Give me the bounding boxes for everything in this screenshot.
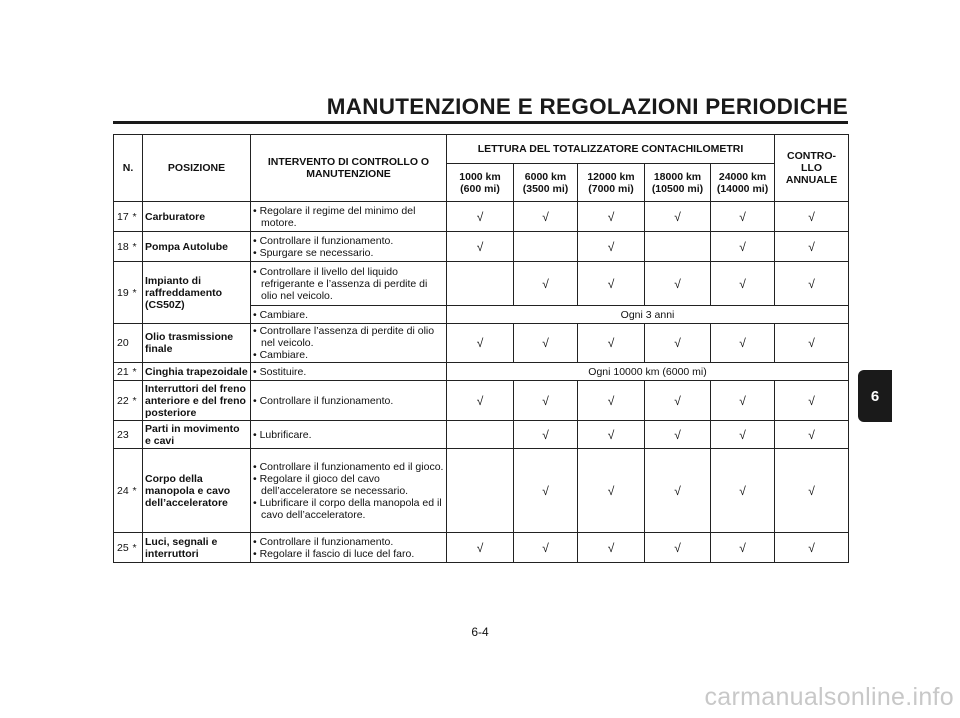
check-mark-icon: √ [739,336,746,350]
check-mark-cell [447,262,514,306]
title-rule [113,121,848,124]
check-mark-cell [775,202,849,232]
row-star: * [133,202,143,232]
check-mark-cell [447,421,514,449]
check-mark-cell [645,262,711,306]
check-mark-cell [578,533,645,563]
check-mark-icon: √ [542,540,549,555]
row-position: Carburatore [143,202,251,232]
row-position: Pompa Autolube [143,232,251,262]
watermark: carmanualsonline.info [704,683,954,711]
check-mark-cell [775,232,849,262]
check-mark-icon: √ [808,209,815,224]
action-line: • Controllare l’assenza di perdite di olio nel veicolo. [253,325,435,349]
header-interval [645,164,711,202]
row-star: * [133,262,143,324]
check-mark-icon: √ [674,427,681,442]
table-row [114,449,849,533]
interval-km: 6000 km [524,170,567,183]
row-position: Luci, segnali e interruttori [143,533,251,563]
check-mark-icon: √ [739,427,746,442]
check-mark-cell [711,449,775,533]
check-mark-icon: √ [607,483,615,498]
action-line: • Controllare il funzionamento. [253,394,394,407]
check-mark-cell [578,202,645,232]
check-mark-icon: √ [674,540,681,555]
header-interval [514,164,578,202]
check-mark-cell [645,533,711,563]
check-mark-icon: √ [739,393,746,408]
check-mark-icon: √ [476,540,484,555]
row-action [251,421,447,449]
row-star [133,324,143,363]
check-mark-cell [514,533,578,563]
row-star: * [133,533,143,563]
row-number: 23 [114,421,133,449]
check-mark-icon: √ [674,276,681,291]
table-row [114,421,849,449]
check-mark-icon: √ [607,540,615,555]
check-mark-icon: √ [607,336,615,350]
row-star: * [133,449,143,533]
check-mark-cell [711,232,775,262]
check-mark-cell [578,381,645,421]
row-position: Cinghia trapezoidale [143,363,251,381]
check-mark-icon: √ [674,209,681,224]
page-number: 6-4 [471,625,489,639]
row-action [251,232,447,262]
check-mark-icon: √ [674,483,681,498]
check-mark-icon: √ [674,393,681,408]
check-mark-cell [775,324,849,363]
check-mark-cell [775,421,849,449]
row-star: * [133,363,143,381]
check-mark-icon: √ [476,209,484,224]
row-action [251,363,447,381]
interval-mi: (14000 mi) [716,182,769,195]
check-mark-cell [578,262,645,306]
check-mark-cell [578,232,645,262]
check-mark-cell [514,381,578,421]
row-number: 24 [114,449,133,533]
check-mark-cell [775,533,849,563]
row-interval-note: Ogni 10000 km (6000 mi) [447,363,849,381]
interval-km: 24000 km [718,170,767,183]
check-mark-cell [447,533,514,563]
table-row [114,202,849,232]
check-mark-cell [645,421,711,449]
check-mark-cell [514,202,578,232]
row-action [251,324,447,363]
action-line: • Lubrificare il corpo della manopola ed il cavo dell’acceleratore. [253,496,442,521]
check-mark-cell [645,449,711,533]
header-interval [578,164,645,202]
check-mark-icon: √ [607,393,615,408]
check-mark-cell [711,421,775,449]
check-mark-icon: √ [808,239,815,254]
check-mark-icon: √ [542,427,549,442]
row-star: * [133,381,143,421]
interval-mi: (3500 mi) [522,182,569,195]
page-title: MANUTENZIONE E REGOLAZIONI PERIODICHE [326,94,849,119]
row-number: 18 [114,232,133,262]
check-mark-icon: √ [542,336,549,350]
action-line: • Cambiare. [253,308,309,321]
check-mark-icon: √ [607,427,615,442]
check-mark-cell [645,381,711,421]
row-position: Parti in movimento e cavi [143,421,251,449]
check-mark-cell [578,324,645,363]
check-mark-icon: √ [542,393,549,408]
action-line: • Regolare il gioco del cavo dell’acceleratore se necessario. [253,472,409,497]
check-mark-cell [447,232,514,262]
check-mark-icon: √ [542,483,549,498]
check-mark-icon: √ [739,540,746,555]
check-mark-cell [775,262,849,306]
header-action: INTERVENTO DI CONTROLLO O MANUTENZIONE [251,135,447,202]
check-mark-icon: √ [739,276,746,291]
table-row [114,381,849,421]
row-position: Impianto di raffreddamento (CS50Z) [143,262,251,324]
interval-km: 12000 km [587,170,635,183]
check-mark-cell [514,262,578,306]
row-number: 22 [114,381,133,421]
table-row [114,324,849,363]
action-line: • Sostituire. [253,365,307,378]
check-mark-icon: √ [674,336,681,350]
check-mark-icon: √ [476,393,484,408]
header-annual: CONTRO-LLO ANNUALE [775,135,849,202]
row-star: * [133,232,143,262]
header-odometer: LETTURA DEL TOTALIZZATORE CONTACHILOMETRI [447,135,775,164]
table-row [114,232,849,262]
check-mark-icon: √ [739,239,746,254]
interval-mi: (600 mi) [460,182,500,195]
row-star [133,421,143,449]
interval-km: 1000 km [459,170,501,183]
row-action [251,533,447,563]
check-mark-cell [447,381,514,421]
row-number: 25 [114,533,133,563]
check-mark-icon: √ [542,209,549,224]
check-mark-icon: √ [739,483,746,498]
interval-mi: (7000 mi) [588,182,634,195]
section-tab[interactable]: 6 [858,370,892,422]
check-mark-cell [447,324,514,363]
check-mark-cell [645,232,711,262]
check-mark-icon: √ [739,209,746,224]
check-mark-icon: √ [607,276,615,291]
row-number: 19 [114,262,133,324]
header-n: N. [114,135,143,202]
row-number: 17 [114,202,133,232]
row-position: Interruttori del freno anteriore e del freno posteriore [143,381,251,421]
table-row [114,262,849,306]
row-position: Olio trasmissione finale [143,324,251,363]
check-mark-cell [711,324,775,363]
check-mark-cell [447,449,514,533]
check-mark-icon: √ [607,239,615,254]
row-position: Corpo della manopola e cavo dell’acceleratore [143,449,251,533]
check-mark-icon: √ [542,276,549,291]
check-mark-cell [514,449,578,533]
table-row [114,533,849,563]
check-mark-icon: √ [808,276,815,291]
check-mark-cell [578,449,645,533]
check-mark-icon: √ [808,393,815,408]
check-mark-icon: √ [808,427,815,442]
check-mark-cell [711,381,775,421]
interval-km: 18000 km [653,170,702,183]
action-line: • Controllare il funzionamento. [253,234,394,247]
action-line: • Cambiare. [253,349,309,361]
header-position: POSIZIONE [143,135,251,202]
row-interval-note: Ogni 3 anni [447,306,849,324]
table-row [114,363,849,381]
check-mark-cell [578,421,645,449]
action-line: • Spurgare se necessario. [253,246,374,259]
action-line: • Controllare il livello del liquido refrigerante e l’assenza di perdite di olio nel veicolo. [253,265,428,302]
check-mark-icon: √ [808,483,815,498]
check-mark-icon: √ [607,209,615,224]
check-mark-cell [645,202,711,232]
interval-mi: (10500 mi) [651,182,704,195]
check-mark-icon: √ [476,336,484,350]
maintenance-table [113,134,849,563]
check-mark-icon: √ [476,239,484,254]
row-action [251,202,447,232]
check-mark-cell [514,232,578,262]
header-interval [711,164,775,202]
check-mark-cell [645,324,711,363]
check-mark-icon: √ [808,336,815,350]
check-mark-cell [514,324,578,363]
check-mark-cell [447,202,514,232]
row-number: 20 [114,324,133,363]
row-action [251,381,447,421]
check-mark-cell [775,449,849,533]
row-action [251,449,447,533]
check-mark-cell [711,202,775,232]
check-mark-cell [514,421,578,449]
row-number: 21 [114,363,133,381]
check-mark-cell [711,262,775,306]
table-header [114,135,849,202]
row-action [251,306,447,324]
action-line: • Regolare il fascio di luce del faro. [253,547,415,560]
action-line: • Lubrificare. [253,428,312,441]
row-action [251,262,447,306]
check-mark-icon: √ [808,540,815,555]
check-mark-cell [711,533,775,563]
action-line: • Controllare il funzionamento ed il gioco. [253,460,444,473]
check-mark-cell [775,381,849,421]
header-interval [447,164,514,202]
action-line: • Regolare il regime del minimo del motore. [253,204,416,229]
action-line: • Controllare il funzionamento. [253,535,394,548]
